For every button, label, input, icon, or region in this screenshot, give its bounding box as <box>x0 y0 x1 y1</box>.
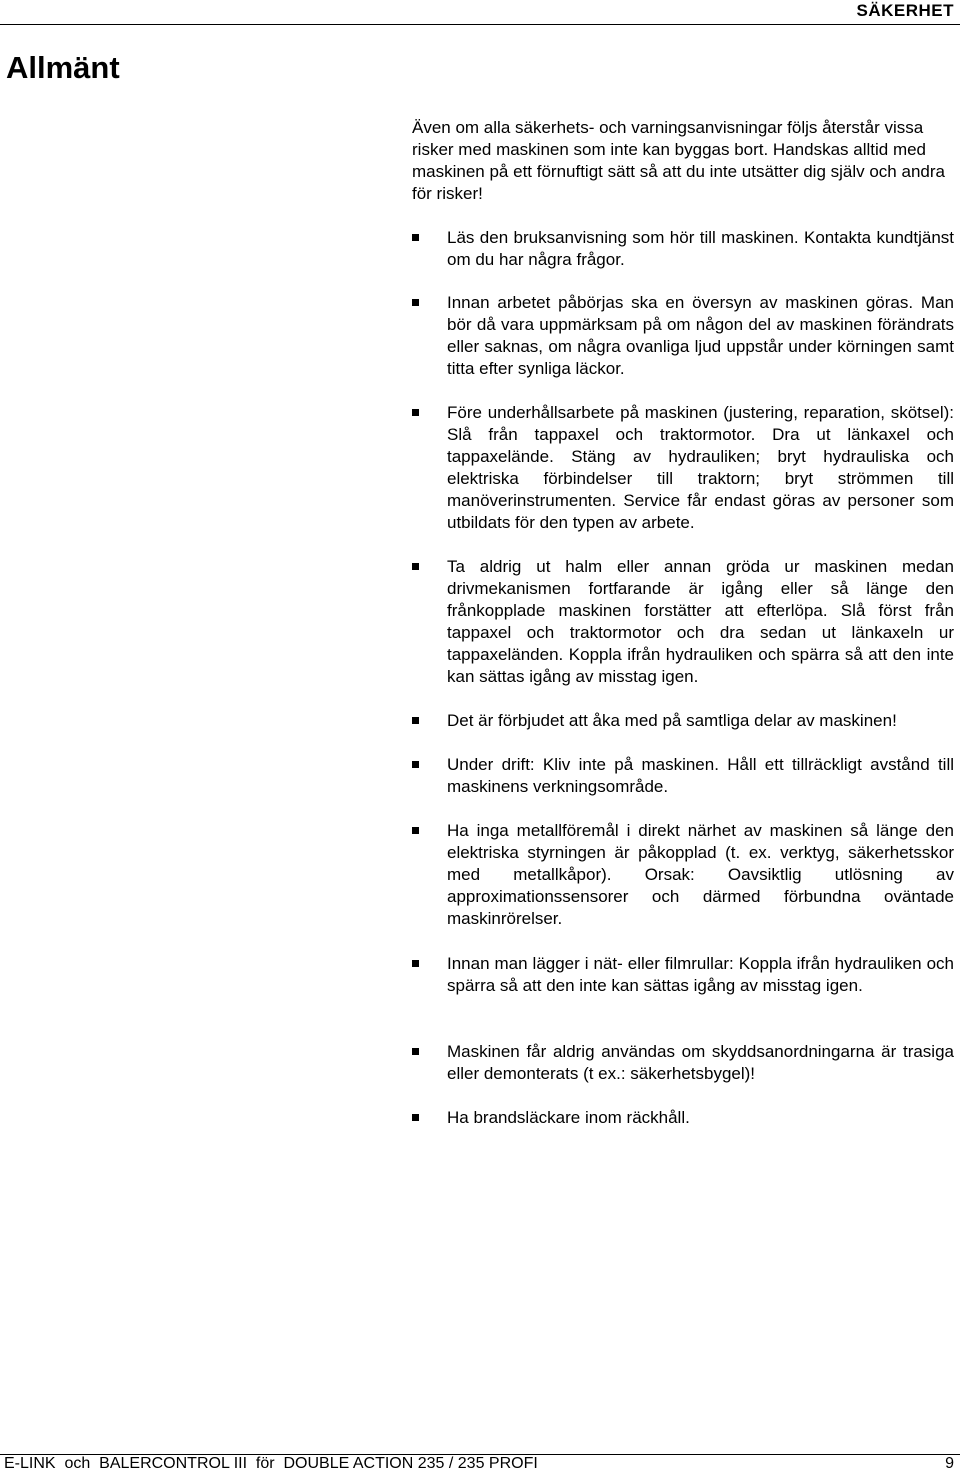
list-item-text: Det är förbjudet att åka med på samtliga delar av maskinen! <box>447 711 897 730</box>
list-item-text: Läs den bruksanvisning som hör till maskinen. Kontakta kundtjänst om du har några frågor. <box>447 228 954 269</box>
list-item <box>412 1107 954 1129</box>
list-item <box>412 820 954 930</box>
list-item-text: Före underhållsarbete på maskinen (justering, reparation, skötsel): Slå från tappaxel och traktormotor. Dra ut länkaxel och tappaxelände. Stäng av hydrauliken; bryt hydrauliska och elektriska förbindelser till traktorn; bryt strömmen till manöverinstrumenten. Service får endast göras av personer som utbildats för den typen av arbete. <box>447 403 954 532</box>
square-bullet-icon <box>412 234 419 241</box>
list-item <box>412 556 954 688</box>
square-bullet-icon <box>412 960 419 967</box>
list-item-text: Under drift: Kliv inte på maskinen. Håll ett tillräckligt avstånd till maskinens verkningsområde. <box>447 755 954 796</box>
page-title: Allmänt <box>6 50 120 85</box>
intro-paragraph: Även om alla säkerhets- och varningsanvisningar följs återstår vissa risker med maskinen som inte kan byggas bort. Handskas alltid med maskinen på ett förnuftigt sätt så att du inte utsätter dig själv och andra för risker! <box>412 118 945 203</box>
square-bullet-icon <box>412 761 419 768</box>
list-item-text: Innan arbetet påbörjas ska en översyn av maskinen göras. Man bör då vara uppmärksam på om någon del av maskinen förändrats eller saknas, om några ovanliga ljud uppstår under körningen samt titta efter synliga läckor. <box>447 293 954 378</box>
list-item <box>412 227 954 271</box>
list-item <box>412 953 954 997</box>
square-bullet-icon <box>412 1048 419 1055</box>
footer-document-title: E-LINK och BALERCONTROL III för DOUBLE ACTION 235 / 235 PROFI <box>4 1455 538 1472</box>
footer-page-number: 9 <box>945 1455 954 1472</box>
list-item <box>412 1041 954 1085</box>
header-divider <box>0 24 960 25</box>
list-item-text: Maskinen får aldrig användas om skyddsanordningarna är trasiga eller demonterats (t ex.: säkerhetsbygel)! <box>447 1042 954 1083</box>
square-bullet-icon <box>412 409 419 416</box>
list-item <box>412 402 954 534</box>
square-bullet-icon <box>412 827 419 834</box>
list-item-text: Ha inga metallföremål i direkt närhet av maskinen så länge den elektriska styrningen är påkopplad (t. ex. verktyg, säkerhetsskor med metallkåpor). Orsak: Oavsiktlig utlösning av approximationssensorer och därmed förbundna oväntade maskinrörelser. <box>447 821 954 928</box>
list-item-text: Ta aldrig ut halm eller annan gröda ur maskinen medan drivmekanismen fortfarande är igång eller så länge den frånkopplade maskinen forstätter att efterlöpa. Slå först från tappaxel och traktormotor och dra sedan ut länkaxeln ur tappaxeländen. Koppla ifrån hydrauliken och spärra så att den inte kan sättas igång av misstag igen. <box>447 557 954 686</box>
list-item <box>412 754 954 798</box>
list-item-text: Ha brandsläckare inom räckhåll. <box>447 1108 690 1127</box>
header-section-title: SÄKERHET <box>856 1 954 20</box>
list-item-text: Innan man lägger i nät- eller filmrullar: Koppla ifrån hydrauliken och spärra så att den inte kan sättas igång av misstag igen. <box>447 954 954 995</box>
square-bullet-icon <box>412 1114 419 1121</box>
list-item <box>412 710 954 732</box>
list-item <box>412 292 954 380</box>
square-bullet-icon <box>412 299 419 306</box>
square-bullet-icon <box>412 717 419 724</box>
square-bullet-icon <box>412 563 419 570</box>
